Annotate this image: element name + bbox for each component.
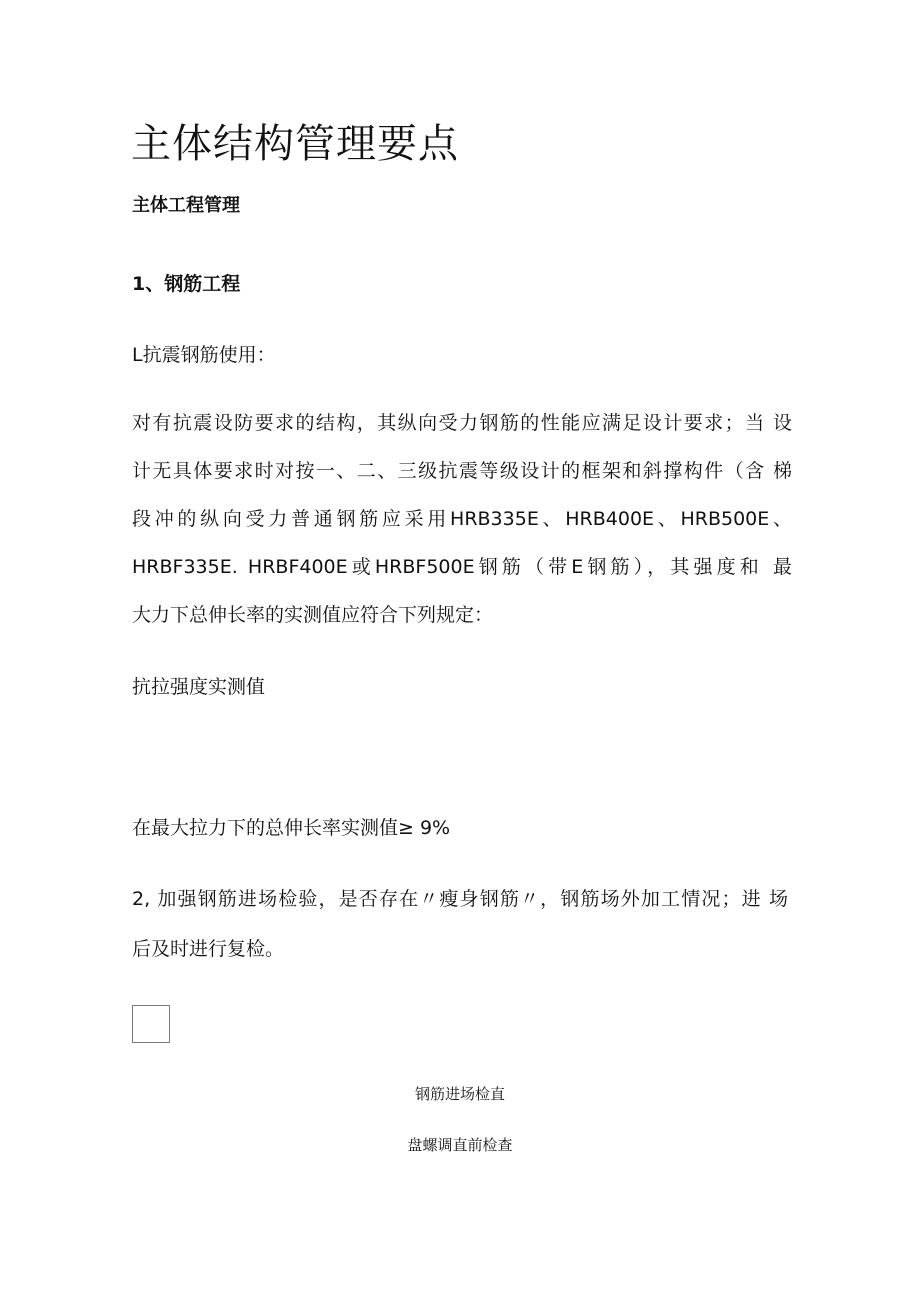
body-paragraph: [132, 408, 792, 648]
sub-item-heading: L抗震钢筋使用：: [132, 344, 276, 366]
item-2-line: 后及时进行复检。: [132, 938, 285, 960]
paragraph-line: 段冲的纵向受力普通钢筋应采用HRB335E、HRB400E、HRB500E、: [132, 508, 792, 530]
paragraph-line: 大力下总伸长率的实测值应符合下列规定：: [132, 604, 494, 626]
elongation-line: 在最大拉力下的总伸长率实测值≥ 9%: [132, 817, 451, 839]
item-2-paragraph: [132, 884, 788, 984]
section-heading: 1、钢筋工程: [132, 273, 241, 295]
document-subtitle: 主体工程管理: [132, 195, 240, 216]
image-caption: 盘螺调直前检查: [407, 1136, 513, 1154]
paragraph-line: HRBF335E. HRBF400E或HRBF500E钢筋（带E钢筋），其强度和 最: [132, 556, 792, 578]
image-caption: 钢筋进场检直: [414, 1085, 505, 1103]
image-placeholder: [132, 1005, 170, 1043]
document-title: 主体结构管理要点: [131, 121, 459, 167]
paragraph-line: 对有抗震设防要求的结构，其纵向受力钢筋的性能应满足设计要求；当 设: [132, 412, 792, 434]
tensile-strength-line: 抗拉强度实测值: [132, 676, 266, 698]
item-2-line: 2, 加强钢筋进场检验，是否存在〃瘦身钢筋〃，钢筋场外加工情况；进 场: [132, 888, 788, 910]
paragraph-line: 计无具体要求时对按一、二、三级抗震等级设计的框架和斜撑构件（含 梯: [132, 460, 792, 482]
